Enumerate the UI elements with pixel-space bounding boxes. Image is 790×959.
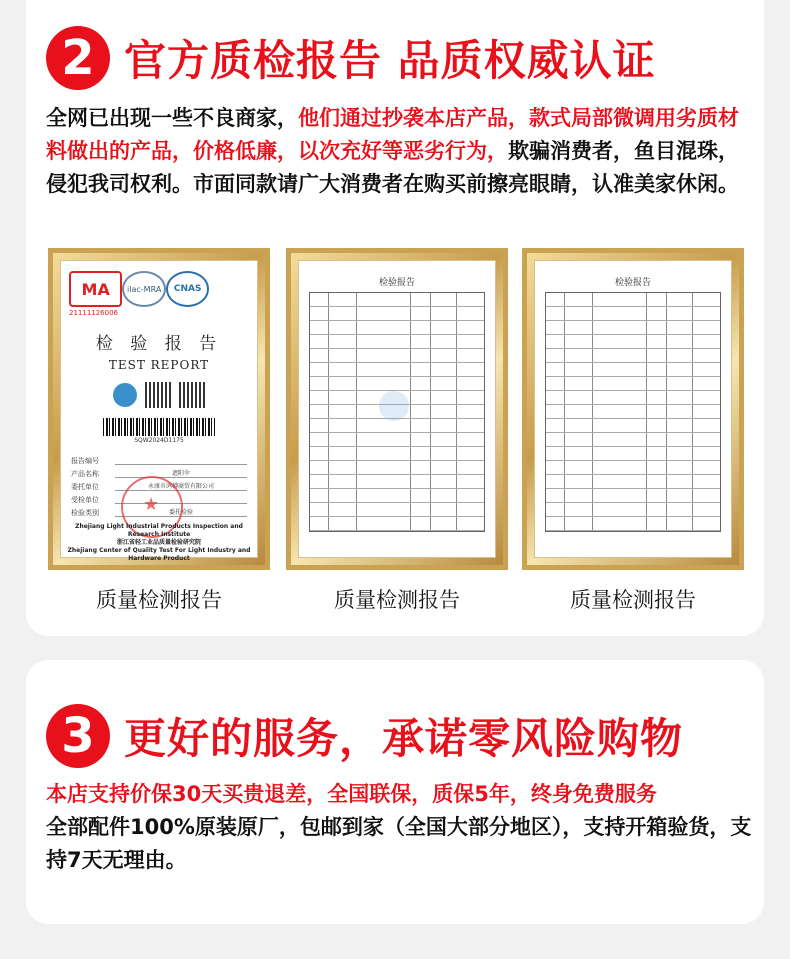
- table-title: 检验报告: [614, 278, 651, 288]
- ma-logo-icon: MA: [69, 271, 122, 307]
- field-value: 永康市鸿樽商贸有限公司: [115, 481, 247, 491]
- report-caption: 质量检测报告: [570, 588, 696, 612]
- testing-logo-icon: [209, 271, 249, 303]
- section-number-badge: 3: [46, 704, 110, 768]
- institute-en-2: Zhejiang Center of Quality Test For Light Industry and Hardware Product: [67, 547, 251, 562]
- report-caption: 质量检测报告: [334, 588, 460, 612]
- section-title: 官方质检报告 品质权威认证: [124, 36, 656, 85]
- cnas-logo-icon: CNAS: [166, 271, 210, 307]
- warning-paragraph: [46, 102, 758, 201]
- report-table-page: [534, 260, 732, 558]
- ilac-logo-icon: ilac-MRA: [122, 271, 166, 307]
- field-key: 产品名称: [71, 470, 99, 478]
- service-text-red: 本店支持价保30天买贵退差，全国联保，质保5年，终身免费服务: [46, 782, 657, 806]
- institute-badge-icon: [113, 383, 137, 407]
- field-value: [115, 464, 247, 465]
- report-title-en: TEST REPORT: [108, 358, 210, 372]
- section-3-header: [46, 704, 683, 768]
- section-title: 更好的服务，承诺零风险购物: [124, 714, 684, 763]
- table-title: 检验报告: [378, 278, 415, 288]
- service-text-black: 全部配件100%原装原厂，包邮到家（全国大部分地区），支持开箱验货，支持7天无理由。: [46, 815, 752, 872]
- qr-code-icon: [145, 382, 171, 408]
- service-section: [26, 660, 764, 924]
- section-2-header: [46, 26, 656, 90]
- field-key: 检验类别: [71, 509, 99, 517]
- field-row: [71, 452, 247, 465]
- warning-text-black: 全网已出现一些不良商家，: [46, 106, 298, 130]
- cert-id: 21111126006: [69, 309, 118, 317]
- watermark-icon: [379, 391, 409, 421]
- warning-text-red: 他们通过抄袭本店产品，款式局部微调用劣质材料做出的产品，价格低廉，以次充好等恶劣行为，: [46, 106, 739, 163]
- field-key: 委托单位: [71, 483, 99, 491]
- report-frame-cover: [48, 248, 270, 570]
- barcode-icon: [103, 418, 215, 436]
- report-caption: 质量检测报告: [96, 588, 222, 612]
- report-cover-page: [60, 260, 258, 562]
- test-result-table: [545, 292, 721, 532]
- institute-names: [67, 523, 251, 563]
- report-frame-table-2: [522, 248, 744, 570]
- report-table-page: [298, 260, 496, 558]
- field-value: 遮阳伞: [115, 468, 247, 478]
- section-number-badge: 2: [46, 26, 110, 90]
- institute-en: Zhejiang Light Industrial Products Inspection and Research Institute: [75, 523, 243, 538]
- report-frame-table-1: [286, 248, 508, 570]
- barcode-text: SQW2024D1175: [134, 437, 184, 444]
- field-key: 报告编号: [71, 457, 99, 465]
- report-title-cn: 检 验 报 告: [95, 334, 223, 354]
- qr-code-icon: [179, 382, 205, 408]
- field-value: 委托检验: [115, 507, 247, 517]
- quality-report-section: [26, 0, 764, 636]
- field-key: 受检单位: [71, 496, 99, 504]
- cert-logos: [61, 261, 257, 307]
- institute-cn: 浙江省轻工业品质量检验研究院: [116, 539, 201, 546]
- warning-text-black-2: 欺骗消费者，鱼目混珠，侵犯我司权利。市面同款请广大消费者在购买前擦亮眼睛，认准美家休闲。: [46, 139, 739, 196]
- service-paragraph: [46, 778, 758, 877]
- qr-row: [61, 382, 257, 408]
